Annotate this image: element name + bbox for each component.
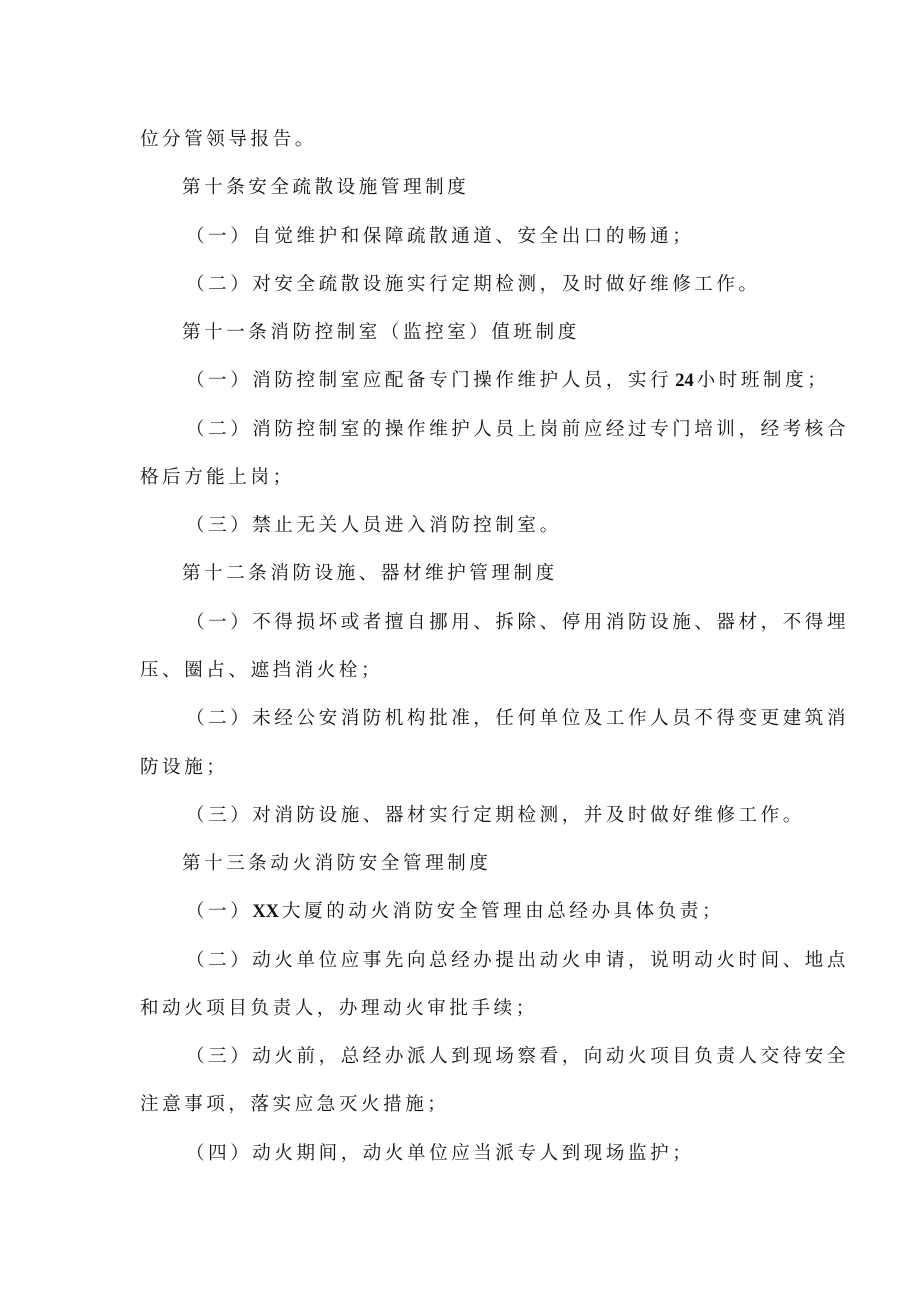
label-xx: XX: [252, 902, 280, 922]
paragraph-line: （一）不得损坏或者擅自挪用、拆除、停用消防设施、器材，不得埋: [186, 612, 850, 633]
section-heading-article-12: 第十二条消防设施、器材维护管理制度: [182, 563, 558, 584]
paragraph-line: （一）自觉维护和保障疏散通道、安全出口的畅通；: [186, 226, 695, 247]
text-segment: 小时班制度；: [696, 370, 830, 391]
paragraph-line: 注意事项，落实应急灭火措施；: [140, 1094, 450, 1115]
paragraph-line: （三）禁止无关人员进入消防控制室。: [186, 515, 562, 536]
paragraph-line: （二）动火单位应事先向总经办提出动火申请，说明动火时间、地点: [186, 950, 850, 971]
section-heading-article-13: 第十三条动火消防安全管理制度: [182, 853, 492, 874]
text-segment: 大厦的动火消防安全管理由总经办具体负责；: [282, 901, 725, 922]
paragraph-line: 防设施；: [140, 757, 229, 778]
paragraph-line: （二）消防控制室的操作维护人员上岗前应经过专门培训，经考核合: [186, 419, 850, 440]
paragraph-line: （二）未经公安消防机构批准，任何单位及工作人员不得变更建筑消: [186, 708, 850, 729]
paragraph-line: 压、圈占、遮挡消火栓；: [140, 660, 384, 681]
paragraph-line: [186, 900, 846, 924]
paragraph-line: （四）动火期间，动火单位应当派专人到现场监护；: [186, 1143, 695, 1164]
text-segment: （一）: [186, 901, 253, 922]
paragraph-line: （二）对安全疏散设施实行定期检测，及时做好维修工作。: [186, 274, 761, 295]
paragraph-line: 格后方能上岗；: [140, 467, 295, 488]
paragraph-line: （三）对消防设施、器材实行定期检测，并及时做好维修工作。: [186, 805, 805, 826]
paragraph-line: （三）动火前，总经办派人到现场察看，向动火项目负责人交待安全: [186, 1046, 850, 1067]
section-heading-article-11: 第十一条消防控制室（监控室）值班制度: [182, 322, 580, 343]
number-24: 24: [675, 371, 694, 391]
paragraph-line: [186, 369, 846, 393]
text-segment: （一）消防控制室应配备专门操作维护人员，实行: [186, 370, 673, 391]
paragraph-line: 位分管领导报告。: [140, 129, 317, 150]
section-heading-article-10: 第十条安全疏散设施管理制度: [182, 177, 470, 198]
paragraph-line: 和动火项目负责人，办理动火审批手续；: [140, 998, 538, 1019]
